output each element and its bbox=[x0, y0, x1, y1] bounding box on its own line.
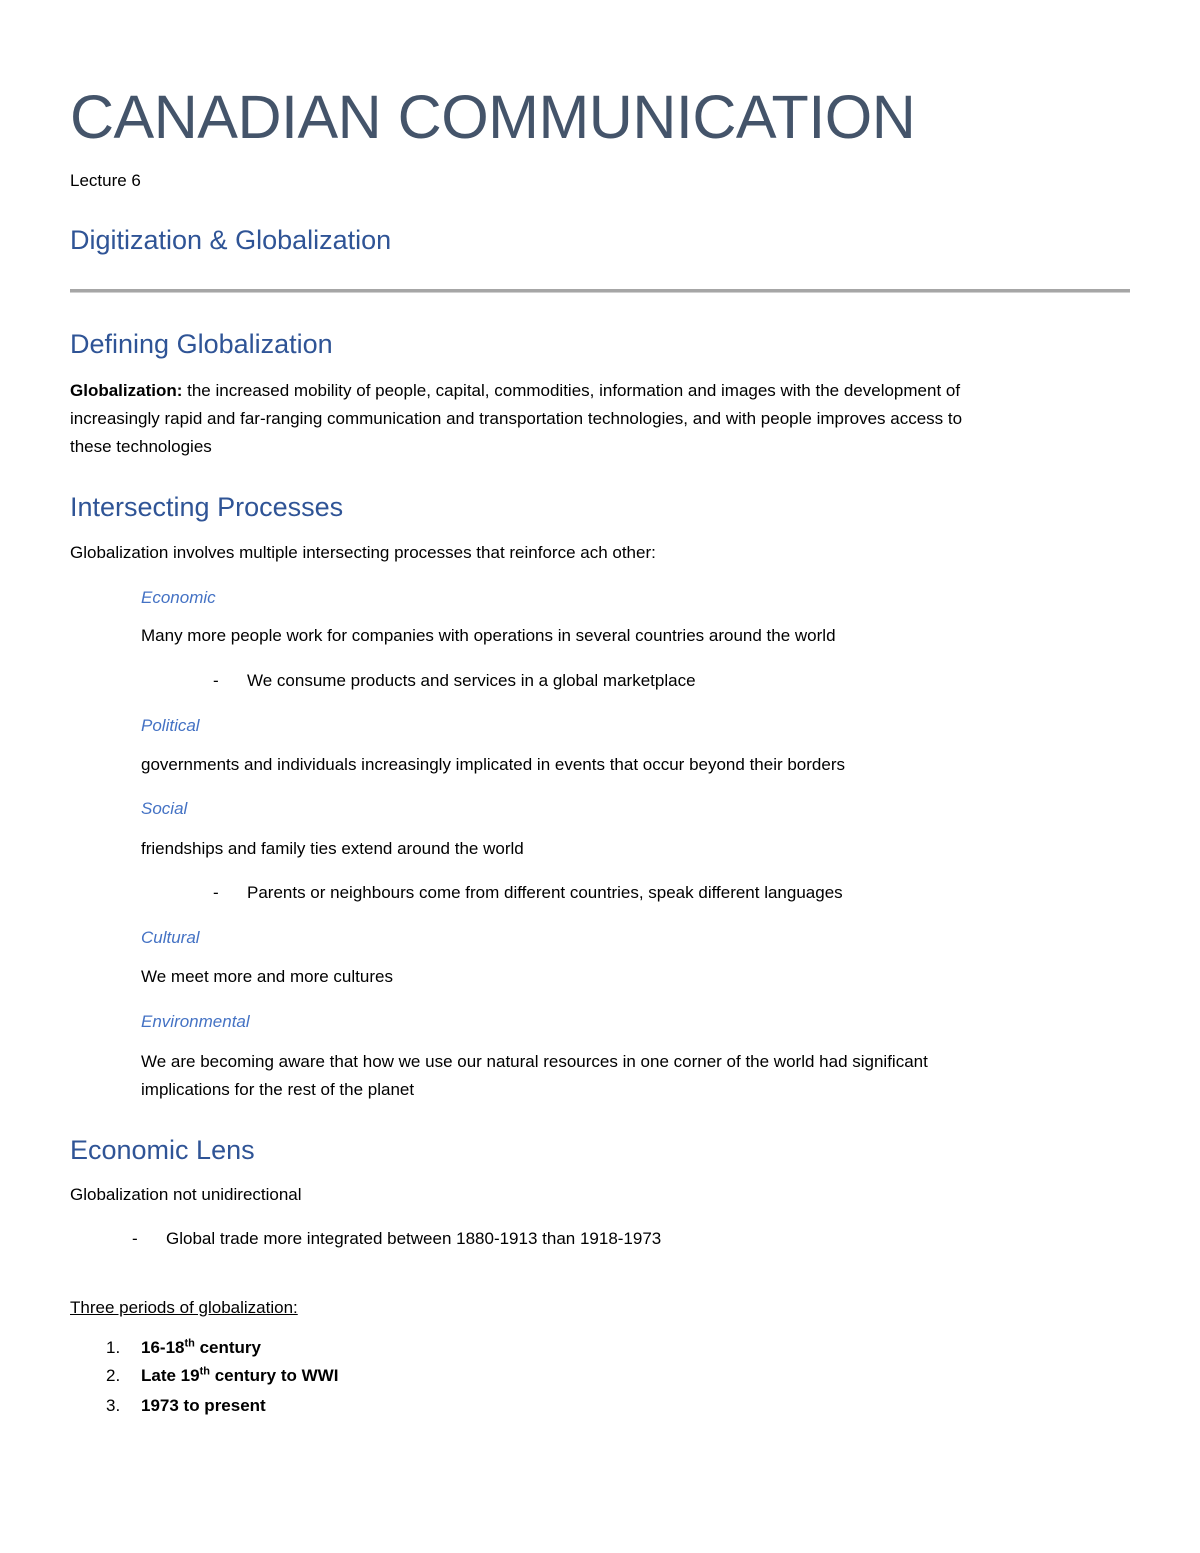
document-subtitle: Digitization & Globalization bbox=[70, 225, 392, 255]
period-superscript: th bbox=[184, 1337, 195, 1350]
bullet-dash: - bbox=[213, 883, 219, 902]
document-title: CANADIAN COMMUNICATION bbox=[70, 83, 916, 151]
economic-lens-intro: Globalization not unidirectional bbox=[70, 1185, 302, 1204]
period-item bbox=[106, 1334, 261, 1362]
list-number: 2. bbox=[106, 1366, 121, 1385]
period-item bbox=[106, 1362, 338, 1390]
environmental-line-1: We are becoming aware that how we use our natural resources in one corner of the world had significant bbox=[141, 1052, 928, 1071]
bullet-text: Global trade more integrated between 1880-1913 than 1918-1973 bbox=[166, 1229, 662, 1248]
definition-line-2: increasingly rapid and far-ranging communication and transportation technologies, and with people improves access to bbox=[70, 409, 963, 428]
label-social: Social bbox=[141, 799, 188, 818]
horizontal-rule bbox=[70, 289, 1130, 293]
period-text: 16-18 bbox=[141, 1338, 185, 1357]
bullet-text: We consume products and services in a global marketplace bbox=[247, 671, 696, 690]
bullet-dash: - bbox=[213, 671, 219, 690]
label-cultural: Cultural bbox=[141, 928, 200, 947]
periods-heading bbox=[70, 1294, 298, 1322]
political-text: governments and individuals increasingly implicated in events that occur beyond their borders bbox=[141, 755, 845, 774]
period-text: 1973 to present bbox=[141, 1396, 266, 1415]
economic-lens-bullet bbox=[132, 1225, 661, 1253]
bullet-dash: - bbox=[132, 1229, 138, 1248]
periods-heading-text: Three periods of globalization: bbox=[70, 1298, 298, 1317]
cultural-text: We meet more and more cultures bbox=[141, 967, 393, 986]
label-political: Political bbox=[141, 716, 200, 735]
definition-line-1 bbox=[70, 377, 960, 405]
list-number: 3. bbox=[106, 1396, 121, 1415]
economic-text: Many more people work for companies with operations in several countries around the world bbox=[141, 626, 836, 645]
definition-line-3: these technologies bbox=[70, 437, 212, 456]
label-environmental: Environmental bbox=[141, 1012, 250, 1031]
heading-economic-lens: Economic Lens bbox=[70, 1135, 255, 1165]
social-text: friendships and family ties extend around the world bbox=[141, 839, 524, 858]
lecture-number: Lecture 6 bbox=[70, 171, 141, 190]
period-text-suffix: century bbox=[194, 1338, 262, 1357]
heading-defining-globalization: Defining Globalization bbox=[70, 329, 333, 359]
economic-bullet bbox=[213, 667, 696, 695]
heading-intersecting-processes: Intersecting Processes bbox=[70, 492, 344, 522]
social-bullet bbox=[213, 879, 843, 907]
definition-term: Globalization: bbox=[70, 381, 183, 400]
list-number: 1. bbox=[106, 1338, 121, 1357]
environmental-line-2: implications for the rest of the planet bbox=[141, 1080, 415, 1099]
period-superscript: th bbox=[199, 1365, 210, 1378]
definition-text: the increased mobility of people, capital, commodities, information and images with the development of bbox=[182, 381, 961, 400]
period-text-suffix: century to WWI bbox=[209, 1366, 339, 1385]
label-economic: Economic bbox=[141, 588, 216, 607]
period-text: Late 19 bbox=[141, 1366, 200, 1385]
period-item bbox=[106, 1392, 266, 1420]
bullet-text: Parents or neighbours come from different countries, speak different languages bbox=[247, 883, 843, 902]
intersecting-intro: Globalization involves multiple intersecting processes that reinforce ach other: bbox=[70, 543, 656, 562]
